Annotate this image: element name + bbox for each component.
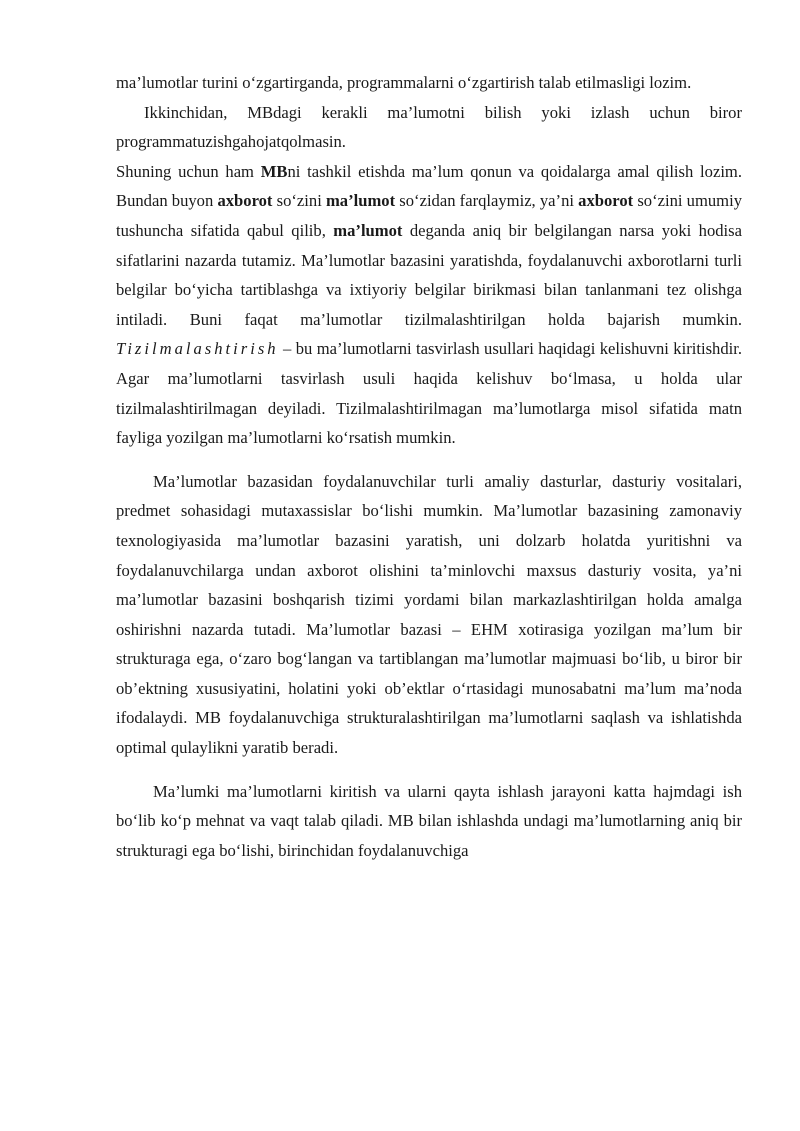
bold-term-axborot: axborot	[578, 191, 634, 211]
paragraph-3	[116, 157, 742, 453]
text-run: – bu ma’lumotlarni tasvirlash usullari haqidagi kelishuvni kiritishdir. Agar ma’lumotlarni tasvirlash usuli haqida kelishuv bo‘lmasa, u holda ular tizilmalashtirilmagan deyiladi. Tizilmalashtirilmagan ma’lumotlarga misol sifatida matn fayliga yozilgan ma’lumotlarni ko‘rsatish mumkin.	[116, 339, 742, 448]
paragraph-1: ma’lumotlar turini o‘zgartirganda, programmalarni o‘zgartirish talab etilmasligi lozim.	[116, 73, 692, 92]
bold-term-malumot: ma’lumot	[325, 191, 396, 211]
text-run: ni tashkil etishda ma’lum qonun va qoidalarga amal qilish lozim. Bundan buyon	[116, 161, 742, 211]
bold-term-mb: MB	[260, 161, 288, 181]
text-run: deganda aniq bir belgilangan narsa yoki hodisa sifatlarini nazarda tutamiz. Ma’lumotlar bazasini yaratishda, foydalanuvchi axborotlarni turli belgilar bo‘yicha tartiblashga va ixtiyoriy belgilar birikmasi bilan tanlanmani tez olishga intiladi. Buni faqat ma’lumotlar tizilmalashtirilgan holda bajarish mumkin.	[116, 220, 742, 329]
bold-term-axborot: axborot	[217, 191, 273, 211]
text-run: so‘zini	[272, 191, 326, 211]
paragraph-5: Ma’lumki ma’lumotlarni kiritish va ularni qayta ishlash jarayoni katta hajmdagi ish bo‘lib ko‘p mehnat va vaqt talab qiladi. MB bilan ishlashda undagi ma’lumotlarning aniq bir strukturagi ega bo‘lishi, birinchidan foydalanuvchiga	[116, 781, 742, 860]
text-run: Shuning uchun ham	[116, 161, 261, 181]
bold-term-malumot: ma’lumot	[333, 220, 403, 240]
text-run: so‘zini umumiy tushuncha sifatida qabul qilib,	[116, 191, 742, 240]
paragraph-4: Ma’lumotlar bazasidan foydalanuvchilar turli amaliy dasturlar, dasturiy vositalari, predmet sohasidagi mutaxassislar bo‘lishi mumkin. Ma’lumotlar bazasining zamonaviy texnologiyasida ma’lumotlar bazasini yaratish, uni dolzarb holatda yuritishni va foydalanuvchilarga undan axborot olishini ta’minlovchi maxsus dasturiy vosita, ya’ni ma’lumotlar bazasini boshqarish tizimi yordami bilan markazlashtirilgan holda amalga oshirishni nazarda tutadi. Ma’lumotlar bazasi – EHM xotirasiga yozilgan ma’lum bir strukturaga ega, o‘zaro bog‘langan va tartiblangan ma’lumotlar majmuasi bo‘lib, u biror bir ob’ektning xususiyatini, holatini yoki ob’ektlar o‘rtasidagi munosabatni ma’lum ma’noda ifodalaydi. MB foydalanuvchiga strukturalashtirilgan ma’lumotlarni saqlash va ishlatishda optimal qulaylikni yaratib beradi.	[116, 471, 742, 758]
paragraph-2: Ikkinchidan, MBdagi kerakli ma’lumotni bilish yoki izlash uchun biror programmatuzishgahojatqolmasin.	[116, 102, 742, 152]
text-run: so‘zidan farqlaymiz, ya’ni	[395, 191, 579, 211]
italic-term-tizilmalashtirish: Tizilmalashtirish	[116, 339, 279, 359]
